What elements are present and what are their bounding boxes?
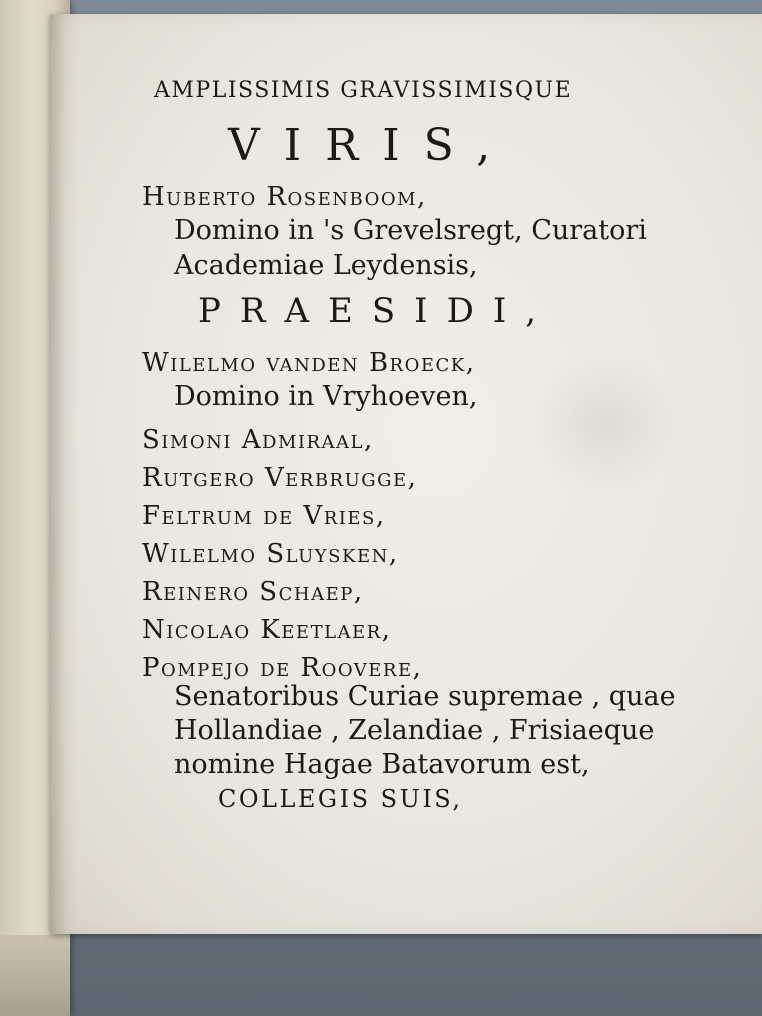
book-page bbox=[50, 14, 762, 934]
left-page-bottom bbox=[0, 935, 70, 1016]
dedicatee-title: Domino in 's Grevelsregt, Curatori bbox=[174, 215, 647, 246]
dedicatee-title: Domino in Vryhoeven, bbox=[174, 381, 478, 412]
heading: AMPLISSIMIS GRAVISSIMISQUE bbox=[154, 78, 573, 103]
dedicatee-title: nomine Hagae Batavorum est, bbox=[174, 749, 590, 780]
dedicatee-name: Pompejo de Roovere, bbox=[142, 653, 423, 683]
viris-heading: VIRIS, bbox=[228, 120, 515, 171]
dedicatee-name: Feltrum de Vries, bbox=[142, 501, 386, 531]
praesidi-heading: PRAESIDI, bbox=[198, 291, 556, 331]
dedicatee-name: Wilelmo vanden Broeck, bbox=[142, 348, 476, 378]
dedicatee-name: Simoni Admiraal, bbox=[142, 425, 374, 455]
collegis-heading: COLLEGIS SUIS, bbox=[218, 785, 463, 813]
dedicatee-name: Wilelmo Sluysken, bbox=[142, 539, 399, 569]
dedicatee-title: Senatoribus Curiae supremae , quae bbox=[174, 681, 676, 712]
dedicatee-name: Reinero Schaep, bbox=[142, 577, 364, 607]
dedicatee-title: Academiae Leydensis, bbox=[174, 250, 478, 281]
dedicatee-name: Huberto Rosenboom, bbox=[142, 182, 427, 212]
dedicatee-name: Nicolao Keetlaer, bbox=[142, 615, 392, 645]
dedication-text bbox=[50, 14, 762, 934]
dedicatee-title: Hollandiae , Zelandiae , Frisiaeque bbox=[174, 715, 655, 746]
dedicatee-name: Rutgero Verbrugge, bbox=[142, 463, 418, 493]
